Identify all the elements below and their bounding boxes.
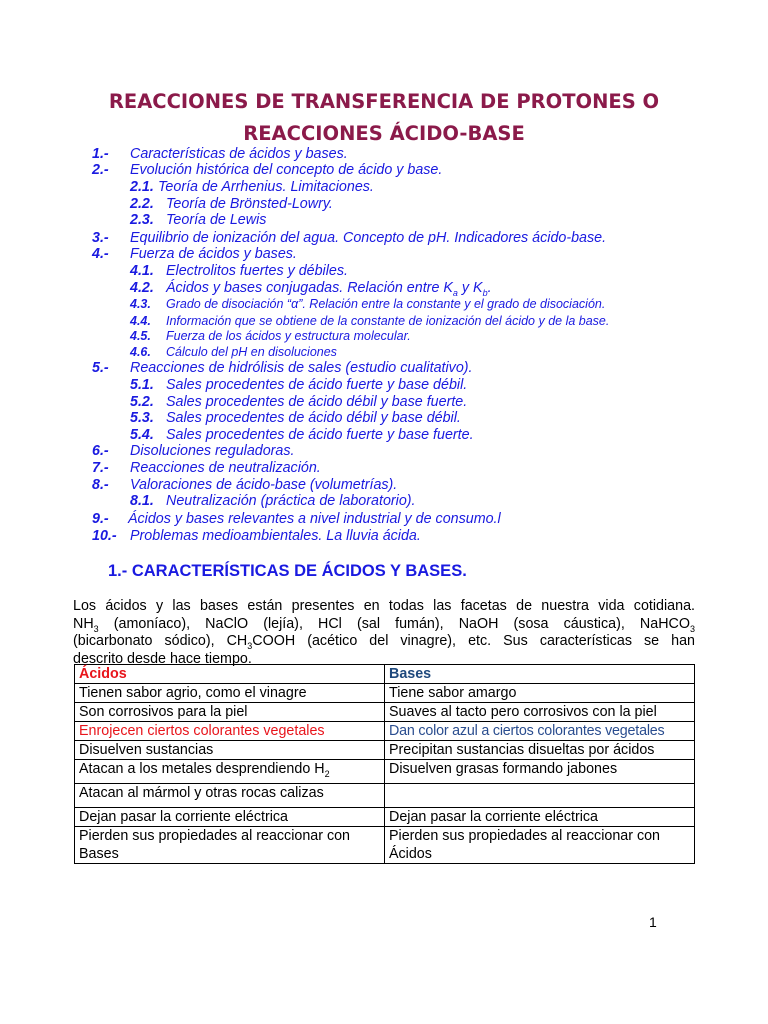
acid-cell: Disuelven sustancias — [75, 741, 385, 760]
toc-num: 9.- — [92, 511, 109, 527]
toc-num: 2.1. — [130, 179, 154, 195]
toc-num: 5.1. — [130, 377, 154, 393]
toc-num: 4.1. — [130, 263, 154, 279]
acid-cell: Pierden sus propiedades al reaccionar con Bases — [75, 826, 385, 863]
toc-text: Información que se obtiene de la constante de ionización del ácido y de la base. — [166, 314, 610, 328]
base-cell: Tiene sabor amargo — [385, 684, 695, 703]
toc-text: Fuerza de ácidos y bases. — [130, 246, 297, 262]
toc-text: Sales procedentes de ácido fuerte y base fuerte. — [166, 427, 474, 443]
acid-cell: Dejan pasar la corriente eléctrica — [75, 807, 385, 826]
toc-text: Valoraciones de ácido-base (volumetrías). — [130, 477, 398, 493]
subscript: 3 — [689, 623, 695, 634]
table-row — [75, 722, 695, 741]
title-line-1: REACCIONES DE TRANSFERENCIA DE PROTONES O — [108, 90, 660, 113]
table-row — [75, 684, 695, 703]
base-cell: Suaves al tacto pero corrosivos con la piel — [385, 703, 695, 722]
acid-cell: Son corrosivos para la piel — [75, 703, 385, 722]
toc-text: Grado de disociación “α”. Relación entre la constante y el grado de disociación. — [166, 297, 606, 311]
toc-text: Reacciones de neutralización. — [130, 460, 321, 476]
toc-text: Ácidos y bases relevantes a nivel industrial y de consumo.l — [128, 511, 501, 527]
subscript: 3 — [93, 623, 99, 634]
toc-num: 2.3. — [130, 212, 154, 228]
subscript-b: b — [482, 287, 488, 298]
toc-num: 5.4. — [130, 427, 154, 443]
base-cell: Pierden sus propiedades al reaccionar con Ácidos — [385, 826, 695, 863]
formula-nh: NH — [73, 615, 94, 632]
acid-cell-text: Atacan a los metales desprendiendo H — [79, 761, 325, 777]
toc-text-pre: Ácidos y bases conjugadas. Relación entre K — [166, 280, 453, 296]
toc-text-post: . — [487, 280, 492, 296]
subscript: 3 — [247, 640, 253, 651]
toc-num: 5.3. — [130, 410, 154, 426]
toc-num: 4.3. — [130, 297, 151, 311]
intro-line-3 — [73, 633, 695, 651]
toc-text: Equilibrio de ionización del agua. Concepto de pH. Indicadores ácido-base. — [130, 230, 607, 246]
intro-line-4: descrito desde hace tiempo. — [73, 650, 252, 667]
table-row — [75, 807, 695, 826]
toc-num: 4.4. — [130, 314, 151, 328]
toc-text: Disoluciones reguladoras. — [130, 443, 295, 459]
header-acids: Ácidos — [75, 665, 385, 684]
intro-line-2 — [73, 616, 695, 634]
base-cell: Disuelven grasas formando jabones — [385, 760, 695, 784]
toc-num: 4.- — [92, 246, 109, 262]
toc-num: 1.- — [92, 146, 109, 162]
table-row — [75, 703, 695, 722]
acid-cell — [75, 760, 385, 784]
page-number: 1 — [649, 914, 657, 930]
base-cell: Precipitan sustancias disueltas por ácidos — [385, 741, 695, 760]
toc-num: 8.- — [92, 477, 109, 493]
section-1-heading: 1.- CARACTERÍSTICAS DE ÁCIDOS Y BASES. — [108, 562, 467, 580]
table-row — [75, 760, 695, 784]
toc-num: 2.2. — [130, 196, 154, 212]
table-row — [75, 826, 695, 863]
toc-num: 5.- — [92, 360, 109, 376]
toc-text: Reacciones de hidrólisis de sales (estudio cualitativo). — [130, 360, 473, 376]
toc-text: Neutralización (práctica de laboratorio). — [166, 493, 416, 509]
header-bases: Bases — [385, 665, 695, 684]
toc-num: 8.1. — [130, 493, 154, 509]
toc-text: Fuerza de los ácidos y estructura molecular. — [166, 329, 411, 343]
toc-text-mid: y K — [457, 280, 483, 296]
intro-line-3-pre: (bicarbonato sódico), CH — [73, 633, 248, 649]
table-row — [75, 783, 695, 807]
toc-text: Electrolitos fuertes y débiles. — [166, 263, 348, 279]
toc-text: Sales procedentes de ácido débil y base débil. — [166, 410, 461, 426]
toc-num: 4.5. — [130, 329, 151, 343]
toc-text: Características de ácidos y bases. — [130, 146, 348, 162]
toc-text: Problemas medioambientales. La lluvia ácida. — [130, 528, 421, 544]
subscript: 2 — [324, 768, 330, 779]
title-line-2: REACCIONES ÁCIDO-BASE — [243, 122, 525, 145]
acid-cell: Atacan al mármol y otras rocas calizas — [75, 783, 385, 807]
subscript-a: a — [452, 287, 458, 298]
toc-num: 4.2. — [130, 280, 154, 296]
toc-text: Teoría de Arrhenius. Limitaciones. — [158, 179, 374, 195]
toc-num: 4.6. — [130, 345, 151, 359]
toc-text: Evolución histórica del concepto de ácido y base. — [130, 162, 443, 178]
intro-paragraph — [73, 598, 695, 668]
intro-line-3-post: COOH (acético del vinagre), etc. Sus características se han — [252, 633, 695, 649]
toc-num: 5.2. — [130, 394, 154, 410]
table-header-row — [75, 665, 695, 684]
toc-num: 2.- — [92, 162, 109, 178]
acids-bases-table — [74, 664, 695, 864]
toc-text: Sales procedentes de ácido fuerte y base débil. — [166, 377, 468, 393]
base-cell: Dan color azul a ciertos colorantes vegetales — [385, 722, 695, 741]
base-cell — [385, 783, 695, 807]
toc-num: 6.- — [92, 443, 109, 459]
acid-cell: Tienen sabor agrio, como el vinagre — [75, 684, 385, 703]
toc-text: Cálculo del pH en disoluciones — [166, 345, 337, 359]
intro-line-2-text: (amoníaco), NaClO (lejía), HCl (sal fumán), NaOH (sosa cáustica), NaHCO — [98, 615, 690, 632]
table-row — [75, 741, 695, 760]
toc-text: Teoría de Brönsted-Lowry. — [166, 196, 333, 212]
toc-text: Sales procedentes de ácido débil y base fuerte. — [166, 394, 468, 410]
toc-num: 3.- — [92, 230, 109, 246]
base-cell: Dejan pasar la corriente eléctrica — [385, 807, 695, 826]
toc-num: 7.- — [92, 460, 109, 476]
acid-cell: Enrojecen ciertos colorantes vegetales — [75, 722, 385, 741]
toc-text: Teoría de Lewis — [166, 212, 267, 228]
toc-num: 10.- — [92, 528, 117, 544]
intro-line-1: Los ácidos y las bases están presentes en todas las facetas de nuestra vida cotidiana. — [73, 598, 695, 614]
